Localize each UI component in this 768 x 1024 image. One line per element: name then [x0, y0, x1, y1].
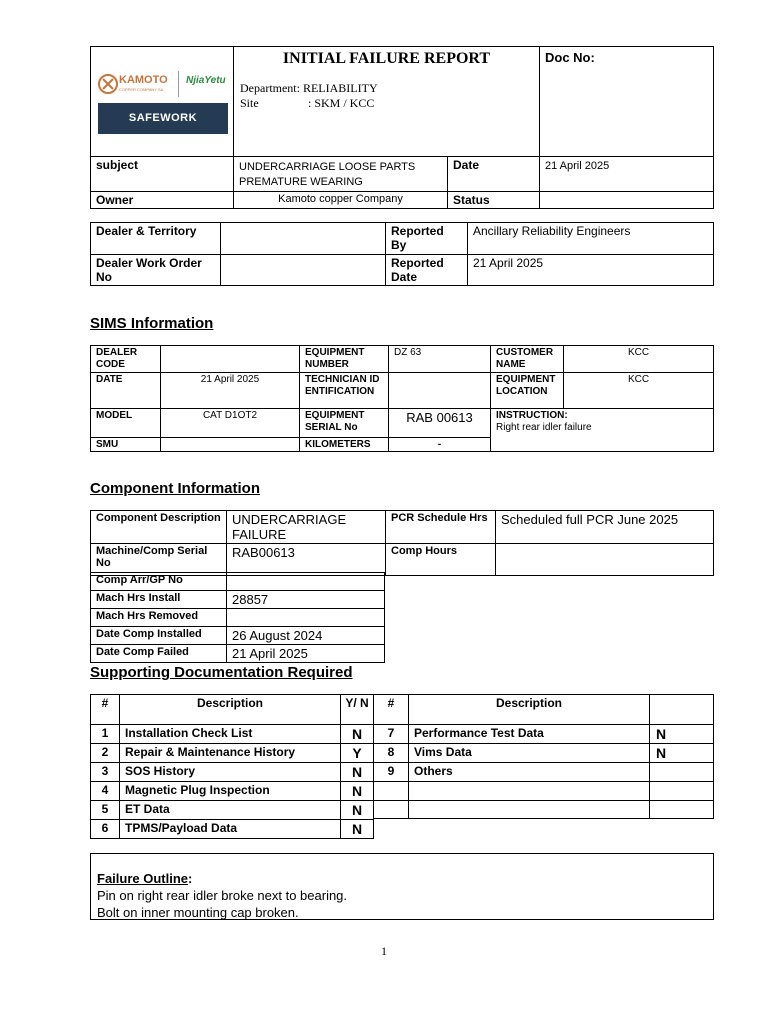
sims-equipment-number-label: EQUIPMENT NUMBER [300, 346, 389, 373]
supporting-row-desc: TPMS/Payload Data [120, 820, 341, 839]
comp-serial-label: Machine/Comp Serial No [91, 544, 227, 576]
comp-hours-value[interactable] [496, 544, 714, 576]
supporting-row [374, 801, 714, 819]
supporting-row-num: 6 [91, 820, 120, 839]
sims-date-value[interactable]: 21 April 2025 [161, 373, 300, 409]
supporting-row-yn[interactable]: Y [341, 744, 374, 763]
comp-hours-label: Comp Hours [386, 544, 496, 576]
owner-value[interactable]: Kamoto copper Company [234, 192, 448, 209]
date-comp-failed-label: Date Comp Failed [91, 645, 227, 663]
failure-outline-line1[interactable]: Pin on right rear idler broke next to bearing. [97, 888, 348, 903]
doc-no-label: Doc No: [545, 50, 595, 65]
title-cell [234, 47, 540, 157]
sims-heading: SIMS Information [90, 315, 214, 332]
sims-kilometers-value[interactable]: - [389, 438, 491, 452]
site-line [240, 96, 533, 111]
mach-hrs-removed-label: Mach Hrs Removed [91, 609, 227, 627]
subject-label: subject [91, 157, 234, 192]
supporting-row-desc: Others [409, 763, 650, 782]
supporting-col-desc: Description [409, 695, 650, 725]
sims-date-label: DATE [91, 373, 161, 409]
component-heading: Component Information [90, 480, 260, 497]
pcr-schedule-value[interactable]: Scheduled full PCR June 2025 [496, 511, 714, 544]
owner-label: Owner [91, 192, 234, 209]
component-description-value[interactable]: UNDERCARRIAGE FAILURE [227, 511, 386, 544]
safework-logo-text: SAFEWORK [128, 112, 198, 124]
supporting-row-yn[interactable]: N [341, 782, 374, 801]
reported-by-label: Reported By [386, 223, 468, 255]
supporting-row [91, 801, 374, 820]
supporting-row-desc: ET Data [120, 801, 341, 820]
supporting-row-desc: Magnetic Plug Inspection [120, 782, 341, 801]
sims-smu-value[interactable] [161, 438, 300, 452]
reported-by-value[interactable]: Ancillary Reliability Engineers [468, 223, 714, 255]
pcr-schedule-label: PCR Schedule Hrs [386, 511, 496, 544]
sims-instruction-cell[interactable] [491, 409, 714, 452]
supporting-row [374, 782, 714, 801]
failure-outline-title: Failure Outline [97, 871, 189, 886]
site-value: : SKM / KCC [308, 96, 375, 110]
reported-date-value[interactable]: 21 April 2025 [468, 255, 714, 286]
supporting-row-yn[interactable]: N [341, 801, 374, 820]
supporting-row [91, 763, 374, 782]
comp-arr-value[interactable] [227, 573, 385, 591]
supporting-row-desc: Installation Check List [120, 725, 341, 744]
sims-table [90, 345, 714, 452]
supporting-row-num: 3 [91, 763, 120, 782]
supporting-row-num: 5 [91, 801, 120, 820]
status-value[interactable] [540, 192, 714, 209]
page-number: 1 [381, 944, 387, 958]
subject-value-line2: PREMATURE WEARING [239, 176, 363, 188]
supporting-row-desc [409, 801, 650, 819]
component-table-bottom [90, 572, 385, 663]
supporting-table-left [90, 694, 374, 839]
date-comp-installed-label: Date Comp Installed [91, 627, 227, 645]
date-comp-installed-value[interactable]: 26 August 2024 [227, 627, 385, 645]
supporting-row [374, 744, 714, 763]
sims-model-label: MODEL [91, 409, 161, 438]
supporting-row-yn[interactable] [650, 763, 714, 782]
mach-hrs-install-label: Mach Hrs Install [91, 591, 227, 609]
supporting-row-num: 9 [374, 763, 409, 782]
subject-table [90, 156, 714, 209]
kamoto-logo-text: KAMOTO [119, 74, 168, 86]
doc-no-cell [540, 47, 714, 157]
dealer-territory-label: Dealer & Territory [91, 223, 221, 255]
sims-technician-value[interactable] [389, 373, 491, 409]
supporting-col-yn-empty [650, 695, 714, 725]
dealer-territory-value[interactable] [221, 223, 386, 255]
dealer-table [90, 222, 714, 286]
supporting-row-yn[interactable]: N [650, 744, 714, 763]
supporting-row-desc: Repair & Maintenance History [120, 744, 341, 763]
sims-equipment-location-value[interactable]: KCC [564, 373, 714, 409]
comp-arr-label: Comp Arr/GP No [91, 573, 227, 591]
department-text: Department: RELIABILITY [240, 81, 378, 95]
comp-serial-value[interactable]: RAB00613 [227, 544, 386, 576]
sims-serial-label: EQUIPMENT SERIAL No [300, 409, 389, 438]
supporting-row-num: 2 [91, 744, 120, 763]
supporting-row-yn[interactable]: N [341, 725, 374, 744]
supporting-row [91, 820, 374, 839]
supporting-row-num [374, 801, 409, 819]
mach-hrs-removed-value[interactable] [227, 609, 385, 627]
date-label: Date [448, 157, 540, 192]
safework-logo [98, 103, 228, 134]
sims-model-value[interactable]: CAT D1OT2 [161, 409, 300, 438]
kamoto-logo [98, 71, 228, 99]
supporting-row-yn[interactable] [650, 801, 714, 819]
logo-divider [178, 71, 179, 97]
report-title: INITIAL FAILURE REPORT [282, 50, 491, 67]
supporting-row-desc: Performance Test Data [409, 725, 650, 744]
supporting-row-num: 7 [374, 725, 409, 744]
supporting-row-num: 4 [91, 782, 120, 801]
sims-instruction-value: Right rear idler failure [496, 422, 592, 433]
status-label: Status [448, 192, 540, 209]
sims-equipment-number-value[interactable]: DZ 63 [389, 346, 491, 373]
sims-customer-name-value[interactable]: KCC [564, 346, 714, 373]
supporting-row-desc: SOS History [120, 763, 341, 782]
sims-equipment-location-label: EQUIPMENT LOCATION [491, 373, 564, 409]
supporting-row-yn[interactable]: N [650, 725, 714, 744]
sims-technician-label: TECHNICIAN IDENTIFICATION [300, 373, 389, 409]
failure-outline-line2[interactable]: Bolt on inner mounting cap broken. [97, 905, 299, 920]
reported-date-label: Reported Date [386, 255, 468, 286]
sims-instruction-label: INSTRUCTION: [496, 410, 568, 421]
supporting-col-desc: Description [120, 695, 341, 725]
dealer-work-order-value[interactable] [221, 255, 386, 286]
component-description-label: Component Description [91, 511, 227, 544]
logo-cell [91, 47, 234, 157]
supporting-row-num: 8 [374, 744, 409, 763]
supporting-row [91, 782, 374, 801]
kamoto-logo-icon [98, 74, 118, 94]
failure-outline-box [90, 853, 714, 920]
supporting-heading: Supporting Documentation Required [90, 664, 353, 681]
subject-value-line1: UNDERCARRIAGE LOOSE PARTS [239, 161, 416, 173]
date-comp-failed-value[interactable]: 21 April 2025 [227, 645, 385, 663]
sims-kilometers-label: KILOMETERS [300, 438, 389, 452]
sims-dealer-code-label: DEALER CODE [91, 346, 161, 373]
supporting-col-num: # [91, 695, 120, 725]
supporting-row [91, 725, 374, 744]
supporting-row-yn[interactable] [650, 782, 714, 801]
subject-value[interactable] [234, 157, 448, 192]
supporting-row-desc: Vims Data [409, 744, 650, 763]
supporting-table-right [373, 694, 714, 819]
supporting-col-num: # [374, 695, 409, 725]
dealer-work-order-label: Dealer Work Order No [91, 255, 221, 286]
date-value[interactable]: 21 April 2025 [540, 157, 714, 192]
sims-customer-name-label: CUSTOMER NAME [491, 346, 564, 373]
supporting-row [374, 763, 714, 782]
supporting-row-yn[interactable]: N [341, 820, 374, 839]
sims-smu-label: SMU [91, 438, 161, 452]
supporting-row-num [374, 782, 409, 801]
mach-hrs-install-value[interactable]: 28857 [227, 591, 385, 609]
supporting-row [374, 725, 714, 744]
supporting-row [91, 744, 374, 763]
header-table [90, 46, 714, 157]
site-label: Site [240, 96, 259, 110]
supporting-row-yn[interactable]: N [341, 763, 374, 782]
supporting-row-num: 1 [91, 725, 120, 744]
sims-dealer-code-value[interactable] [161, 346, 300, 373]
sims-serial-value[interactable]: RAB 00613 [389, 409, 491, 438]
component-table-top [90, 510, 714, 576]
supporting-col-yn: Y/ N [341, 695, 374, 725]
njiayetu-logo-text: NjiaYetu [186, 75, 226, 86]
kamoto-logo-subtext: COPPER COMPANY SA [119, 87, 164, 92]
supporting-row-desc [409, 782, 650, 801]
failure-outline-colon: : [188, 871, 193, 886]
